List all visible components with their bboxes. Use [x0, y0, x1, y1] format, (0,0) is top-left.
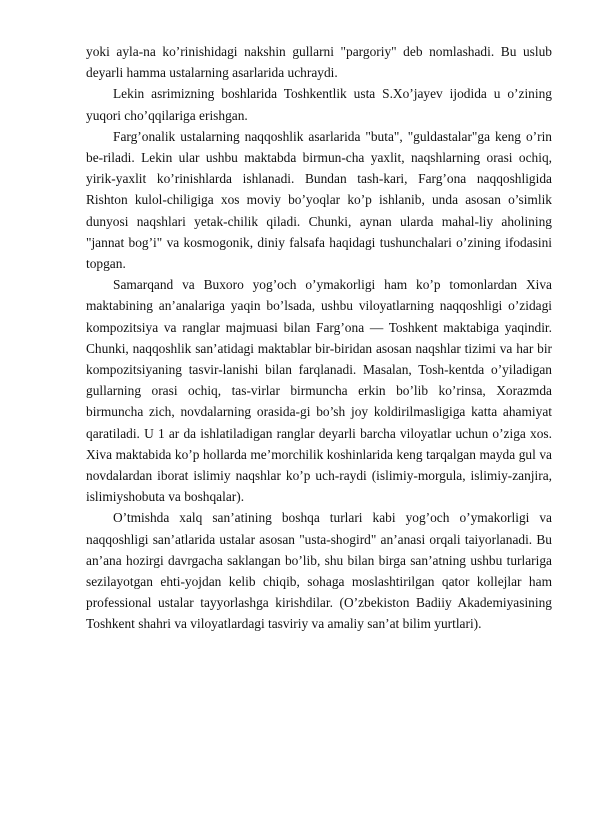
document-page: [86, 41, 552, 635]
paragraph-4: Samarqand va Buxoro yog’och o’ymakorligi ham ko’p tomonlardan Xiva maktabining an’analariga yaqin bo’lsada, ushbu viloyatlarning naqqoshligi o’zidagi kompozitsiya va ranglar majmuasi bilan Farg’ona — Toshkent maktabiga yaqindir. Chunki, naqqoshlik san’atidagi maktablar bir-biridan asosan naqshlar tizimi va har bir kompozitsiyaning tasvir-lanishi bilan farqlanadi. Masalan, Tosh-kentda o’yiladigan gullarning orasi ochiq, tas-virlar birmuncha erkin bo’lib ko’rinsa, Xorazmda birmuncha zich, novdalarning orasida-gi bo’sh joy koldirilmasligiga katta ahamiyat qaratiladi. U 1 ar da ishlatiladigan ranglar deyarli barcha viloyatlar uchun o’ziga xos. Xiva maktabida ko’p hollarda me’morchilik koshinlarida keng tarqalgan mayda gul va novdalardan iborat islimiy naqshlar ko’p uch-raydi (islimiy-morgula, islimiy-zanjira, islimiyshobuta va boshqalar).: [86, 277, 552, 505]
paragraph-1: yoki ayla-na ko’rinishidagi nakshin gullarni "pargoriy" deb nomlashadi. Bu uslub deyarli hamma ustalarning asarlarida uchraydi.: [86, 44, 552, 81]
paragraph-2: Lekin asrimizning boshlarida Toshkentlik usta S.Xo’jayev ijodida u o’zining yuqori cho’qqilariga erishgan.: [86, 86, 552, 123]
paragraph-3: Farg’onalik ustalarning naqqoshlik asarlarida "buta", "guldastalar"ga keng o’rin be-riladi. Lekin ular ushbu maktabda birmun-cha yaxlit, naqshlarning orasi ochiq, yirik-yaxlit ko’rinishlarda ishlanadi. Bundan tash-kari, Farg’ona naqqoshligida Rishton kulol-chiligiga xos moviy bo’yoqlar ko’p ishlanib, unda asosan o’simlik dunyosi naqshlari yetak-chilik qiladi. Chunki, aynan ularda mahal-liy aholining "jannat bog’i" va kosmogonik, diniy falsafa haqidagi tushunchalari o’zining ifodasini topgan.: [86, 128, 552, 272]
paragraph-5: O’tmishda xalq san’atining boshqa turlari kabi yog’och o’ymakorligi va naqqoshligi san’atlarida ustalar asosan "usta-shogird" an’anasi orqali taiyorlanadi. Bu an’ana hozirgi davrgacha saklangan bo’lib, shu bilan birga san’atning ushbu turlariga sezilayotgan ehti-yojdan kelib chiqib, sohaga moslashtirilgan qator kollejlar ham professional ustalar tayyorlashga kirishdilar. (O’zbekiston Badiiy Akademiyasining Toshkent shahri va viloyatlardagi tasviriy va amaliy san’at bilim yurtlari).: [86, 510, 552, 632]
